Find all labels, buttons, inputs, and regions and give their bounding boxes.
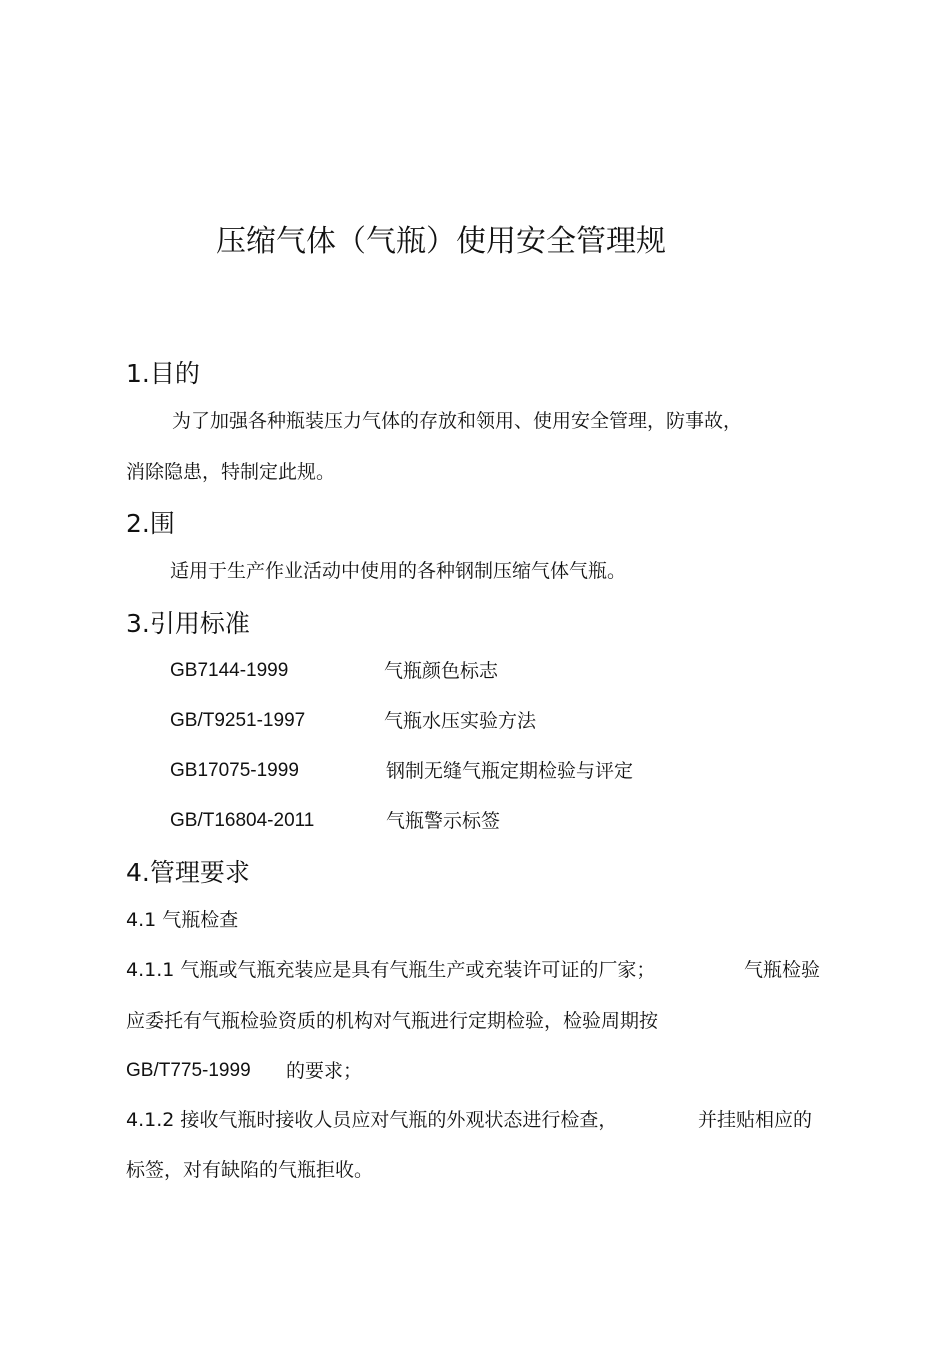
clause-4-1-2-line-2: 标签，对有缺陷的气瓶拒收。 [126, 1159, 374, 1181]
document-title: 压缩气体（气瓶）使用安全管理规 [216, 224, 666, 259]
standard-name: 钢制无缝气瓶定期检验与评定 [386, 760, 634, 782]
standard-code: GB17075-1999 [170, 760, 299, 781]
standard-code: GB/T9251-1997 [170, 710, 306, 731]
clause-4-1-1-line-2: 应委托有气瓶检验资质的机构对气瓶进行定期检验，检验周期按 [126, 1010, 659, 1032]
section-3-heading: 3.引用标准 [126, 609, 250, 638]
section-2-paragraph: 适用于生产作业活动中使用的各种钢制压缩气体气瓶。 [170, 560, 627, 582]
clause-4-1-1-standard-code: GB/T775-1999 [126, 1060, 251, 1081]
standard-code: GB/T16804-2011 [170, 810, 315, 831]
section-1-paragraph-line-1: 为了加强各种瓶装压力气体的存放和领用、使用安全管理，防事故， [172, 410, 743, 432]
standard-code: GB7144-1999 [170, 660, 289, 681]
section-1-paragraph-line-2: 消除隐患，特制定此规。 [126, 461, 336, 483]
section-1-heading: 1.目的 [126, 359, 200, 388]
standard-name: 气瓶警示标签 [386, 810, 501, 832]
standard-name: 气瓶颜色标志 [384, 660, 499, 682]
clause-4-1-1-line-1-tail: 气瓶检验 [744, 959, 821, 981]
clause-4-1-1-line-1: 4.1.1 气瓶或气瓶充装应是具有气瓶生产或充装许可证的厂家； [126, 959, 656, 981]
standard-name: 气瓶水压实验方法 [384, 710, 537, 732]
section-2-heading: 2.围 [126, 509, 175, 538]
clause-4-1-2-line-1: 4.1.2 接收气瓶时接收人员应对气瓶的外观状态进行检查， [126, 1109, 618, 1131]
clause-4-1-2-line-1-tail: 并挂贴相应的 [698, 1109, 813, 1131]
section-4-heading: 4.管理要求 [126, 858, 250, 887]
subsection-4-1-heading: 4.1 气瓶检查 [126, 909, 239, 931]
clause-4-1-1-line-3: 的要求； [286, 1060, 363, 1082]
